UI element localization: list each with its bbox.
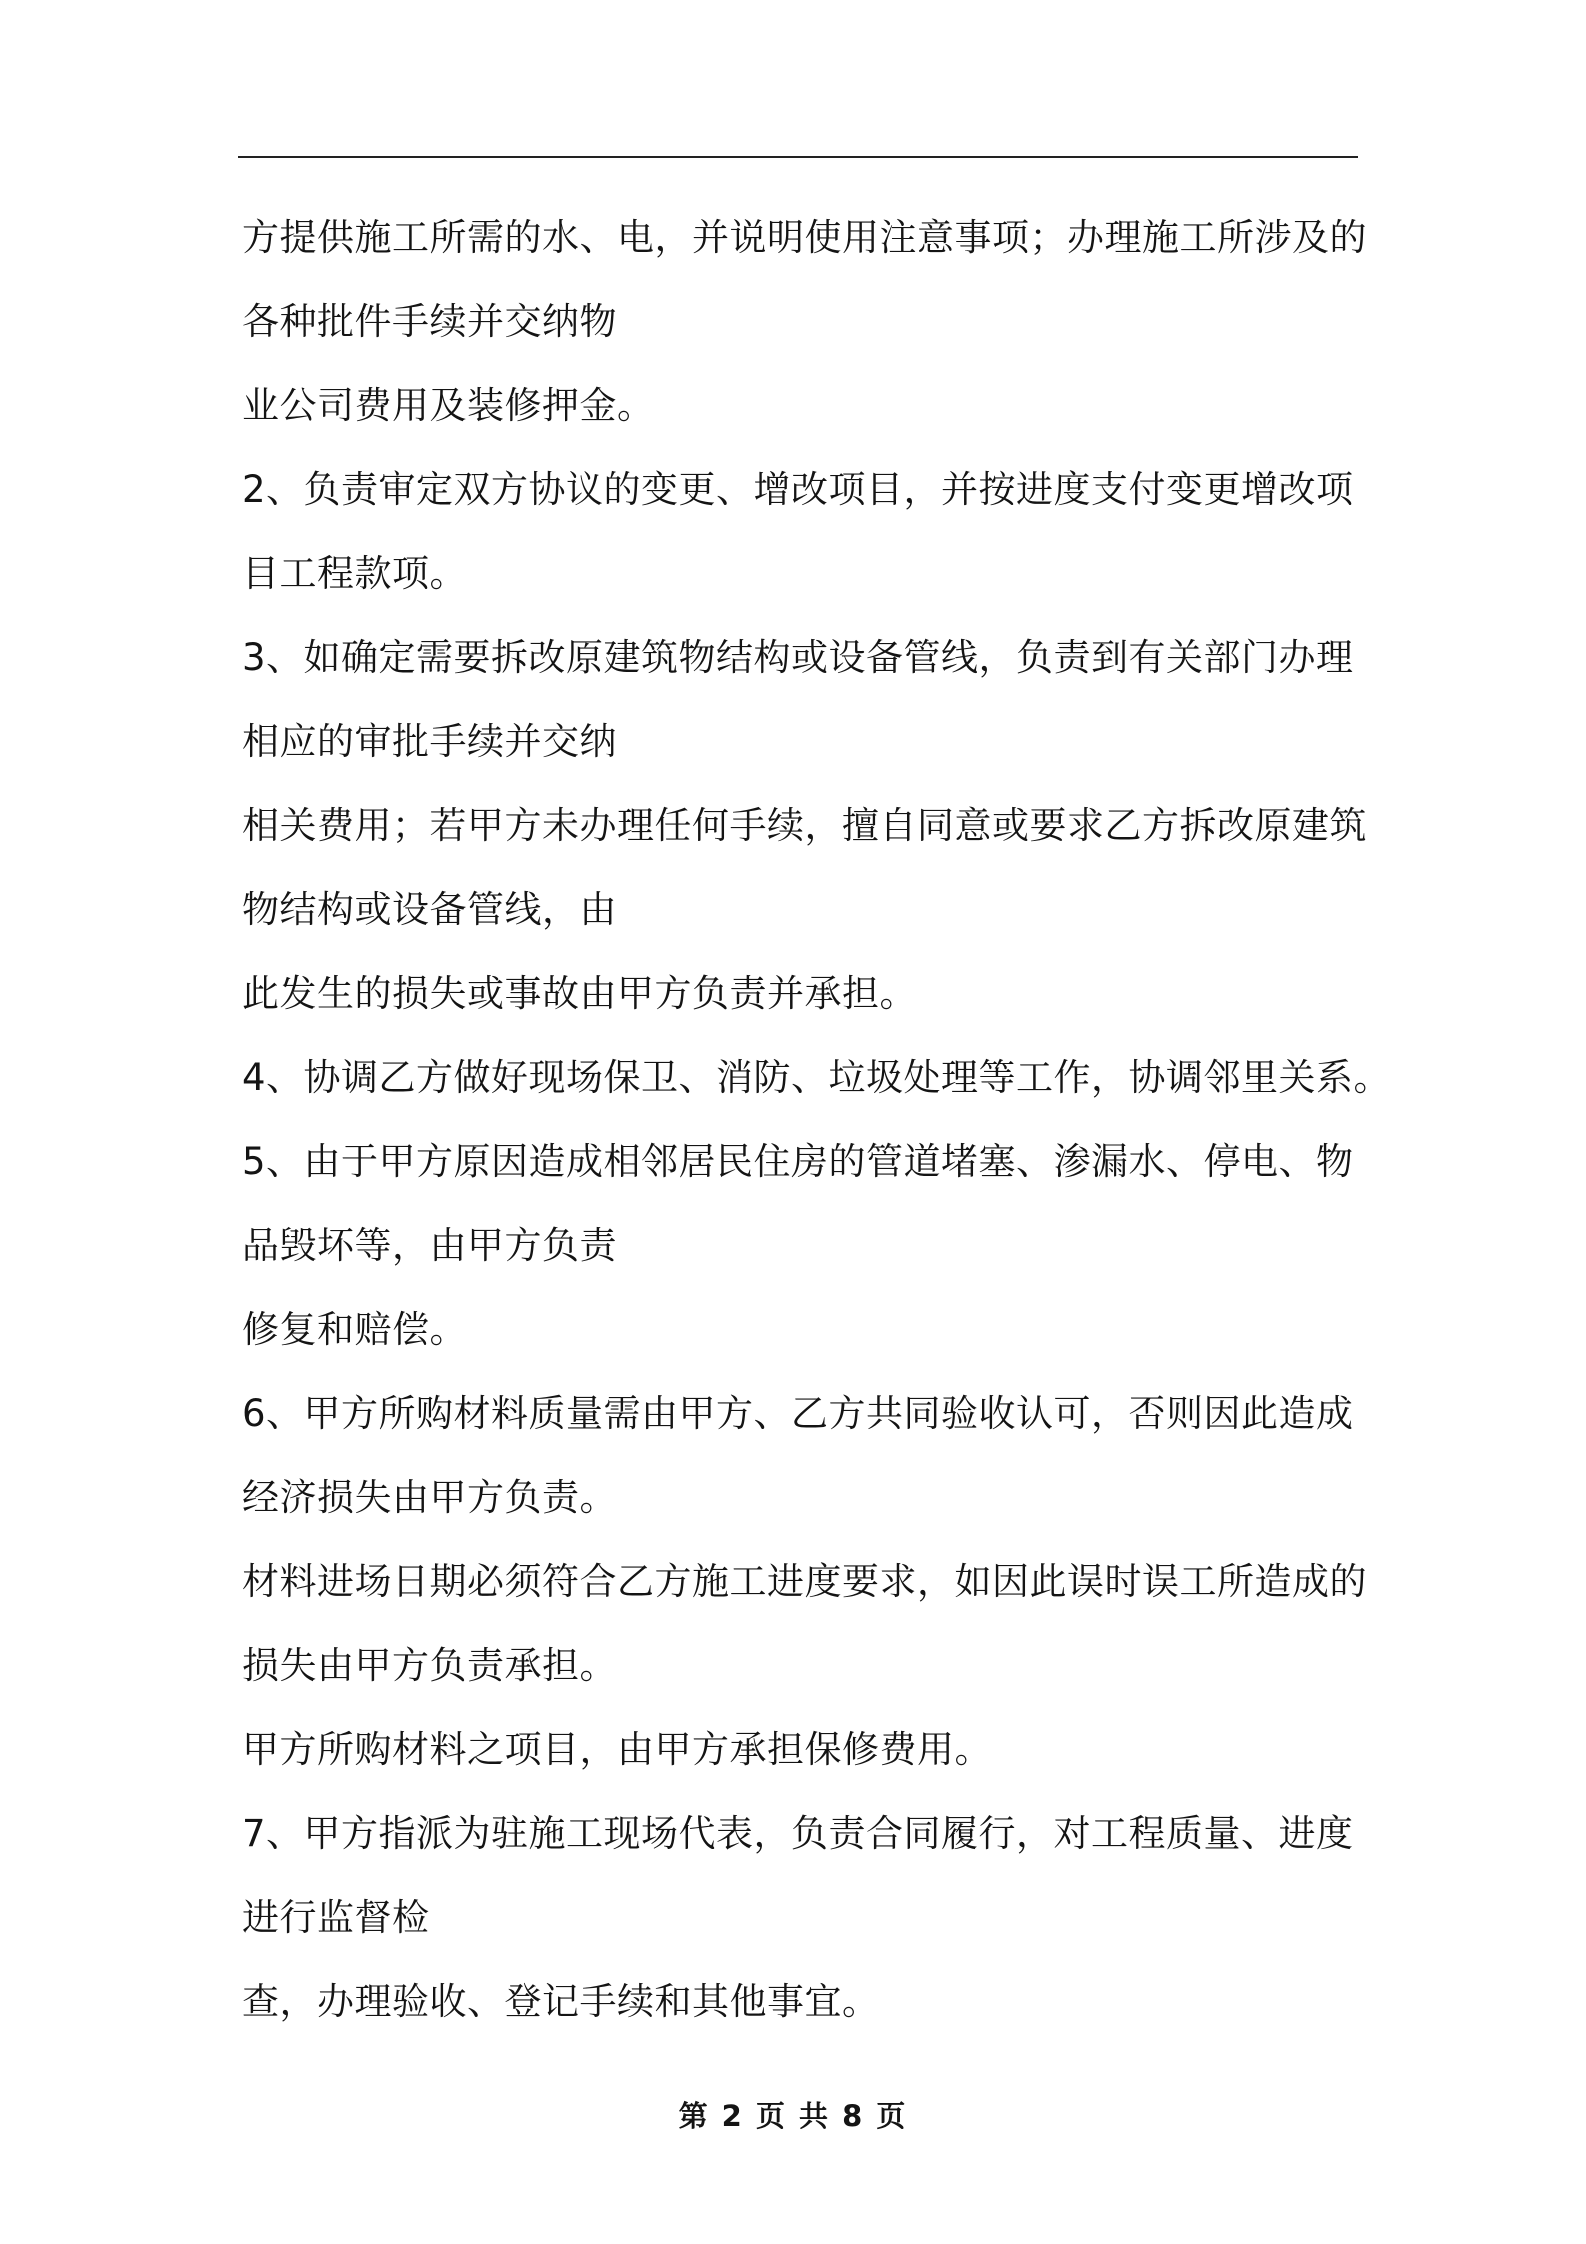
text-line: 3、如确定需要拆改原建筑物结构或设备管线，负责到有关部门办理 bbox=[242, 636, 1354, 679]
text-line: 目工程款项。 bbox=[242, 552, 467, 595]
text-line: 损失由甲方负责承担。 bbox=[242, 1644, 617, 1687]
text-line: 修复和赔偿。 bbox=[242, 1308, 467, 1351]
text-line: 此发生的损失或事故由甲方负责并承担。 bbox=[242, 972, 917, 1015]
text-line: 相关费用；若甲方未办理任何手续，擅自同意或要求乙方拆改原建筑 bbox=[242, 804, 1367, 847]
text-line: 6、甲方所购材料质量需由甲方、乙方共同验收认可，否则因此造成 bbox=[242, 1392, 1354, 1435]
text-line: 物结构或设备管线，由 bbox=[242, 888, 617, 931]
text-line: 材料进场日期必须符合乙方施工进度要求，如因此误时误工所造成的 bbox=[242, 1560, 1367, 1603]
text-line: 各种批件手续并交纳物 bbox=[242, 300, 617, 343]
text-line: 甲方所购材料之项目，由甲方承担保修费用。 bbox=[242, 1728, 992, 1771]
text-line: 查，办理验收、登记手续和其他事宜。 bbox=[242, 1980, 880, 2023]
text-line: 方提供施工所需的水、电，并说明使用注意事项；办理施工所涉及的 bbox=[242, 216, 1367, 259]
text-line: 7、甲方指派为驻施工现场代表，负责合同履行，对工程质量、进度 bbox=[242, 1812, 1354, 1855]
text-line: 2、负责审定双方协议的变更、增改项目，并按进度支付变更增改项 bbox=[242, 468, 1354, 511]
text-line: 5、由于甲方原因造成相邻居民住房的管道堵塞、渗漏水、停电、物 bbox=[242, 1140, 1354, 1183]
text-line: 业公司费用及装修押金。 bbox=[242, 384, 655, 427]
page-number-footer: 第 2 页 共 8 页 bbox=[678, 2099, 908, 2133]
header-rule bbox=[238, 156, 1358, 158]
text-line: 4、协调乙方做好现场保卫、消防、垃圾处理等工作，协调邻里关系。 bbox=[242, 1056, 1392, 1099]
text-line: 品毁坏等，由甲方负责 bbox=[242, 1224, 617, 1267]
text-line: 进行监督检 bbox=[242, 1896, 430, 1939]
text-line: 经济损失由甲方负责。 bbox=[242, 1476, 617, 1519]
body-text bbox=[242, 196, 1392, 2044]
text-line: 相应的审批手续并交纳 bbox=[242, 720, 617, 763]
